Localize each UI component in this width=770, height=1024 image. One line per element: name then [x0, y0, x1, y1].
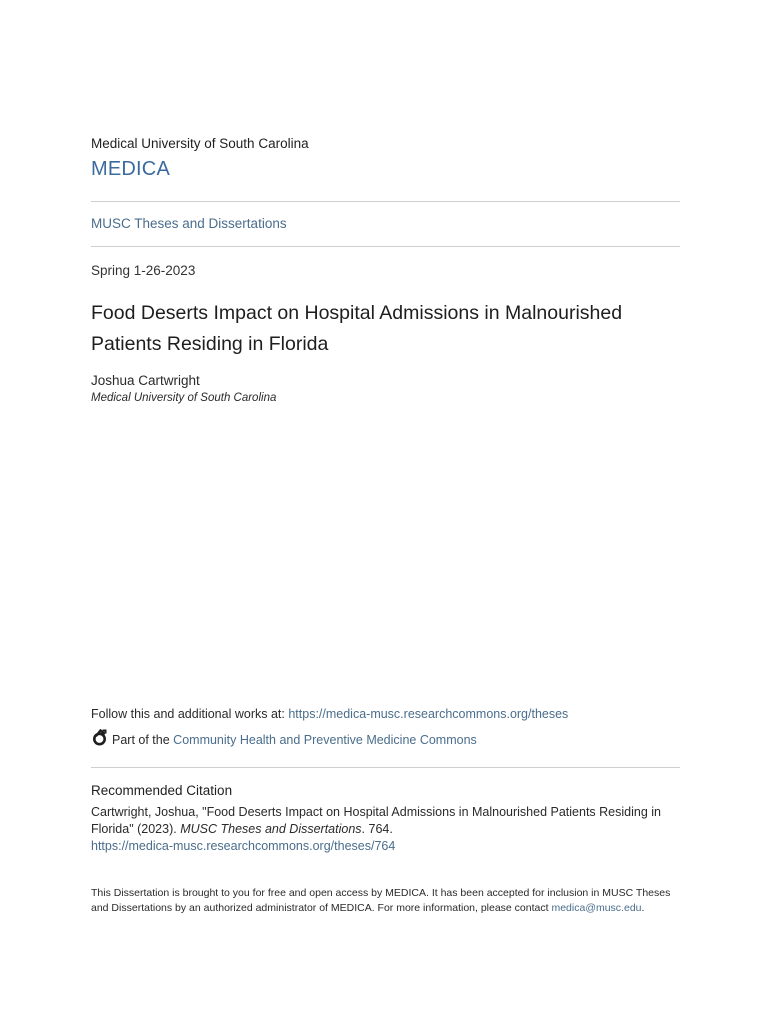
- institution-name: Medical University of South Carolina: [91, 136, 309, 151]
- access-notice: [91, 886, 681, 916]
- publication-date: Spring 1-26-2023: [91, 263, 196, 278]
- series-link[interactable]: MUSC Theses and Dissertations: [91, 216, 287, 231]
- repository-link[interactable]: MEDICA: [91, 158, 170, 180]
- citation-number: . 764.: [361, 822, 393, 836]
- divider: [91, 246, 680, 247]
- contact-email-link[interactable]: medica@musc.edu: [551, 902, 642, 914]
- access-notice-end: .: [641, 902, 645, 914]
- citation-url-link[interactable]: https://medica-musc.researchcommons.org/theses/764: [91, 839, 396, 853]
- citation-series: MUSC Theses and Dissertations: [180, 822, 362, 836]
- follow-url-link[interactable]: https://medica-musc.researchcommons.org/theses: [288, 707, 569, 721]
- citation-body: [91, 804, 681, 855]
- follow-line: [91, 707, 568, 721]
- divider: [91, 201, 680, 202]
- author-name: Joshua Cartwright: [91, 373, 200, 388]
- citation-heading: Recommended Citation: [91, 783, 233, 798]
- document-title: Food Deserts Impact on Hospital Admissions in Malnourished Patients Residing in Florida: [91, 302, 623, 355]
- commons-link[interactable]: Community Health and Preventive Medicine Commons: [173, 732, 477, 747]
- citation-text: Cartwright, Joshua, "Food Deserts Impact on Hospital Admissions in Malnourished Patients Residing in Florida" (2023).: [91, 805, 661, 836]
- open-access-icon: [91, 729, 108, 746]
- part-of-line: [91, 731, 477, 748]
- follow-label: Follow this and additional works at:: [91, 707, 285, 721]
- divider: [91, 767, 680, 768]
- access-notice-text: This Dissertation is brought to you for free and open access by MEDICA. It has been accepted for inclusion in MUSC Theses and Dissertations by an authorized administrator of MEDICA. For more information, please contact: [91, 887, 671, 914]
- author-affiliation: Medical University of South Carolina: [91, 392, 277, 404]
- part-of-prefix: Part of the: [112, 732, 170, 747]
